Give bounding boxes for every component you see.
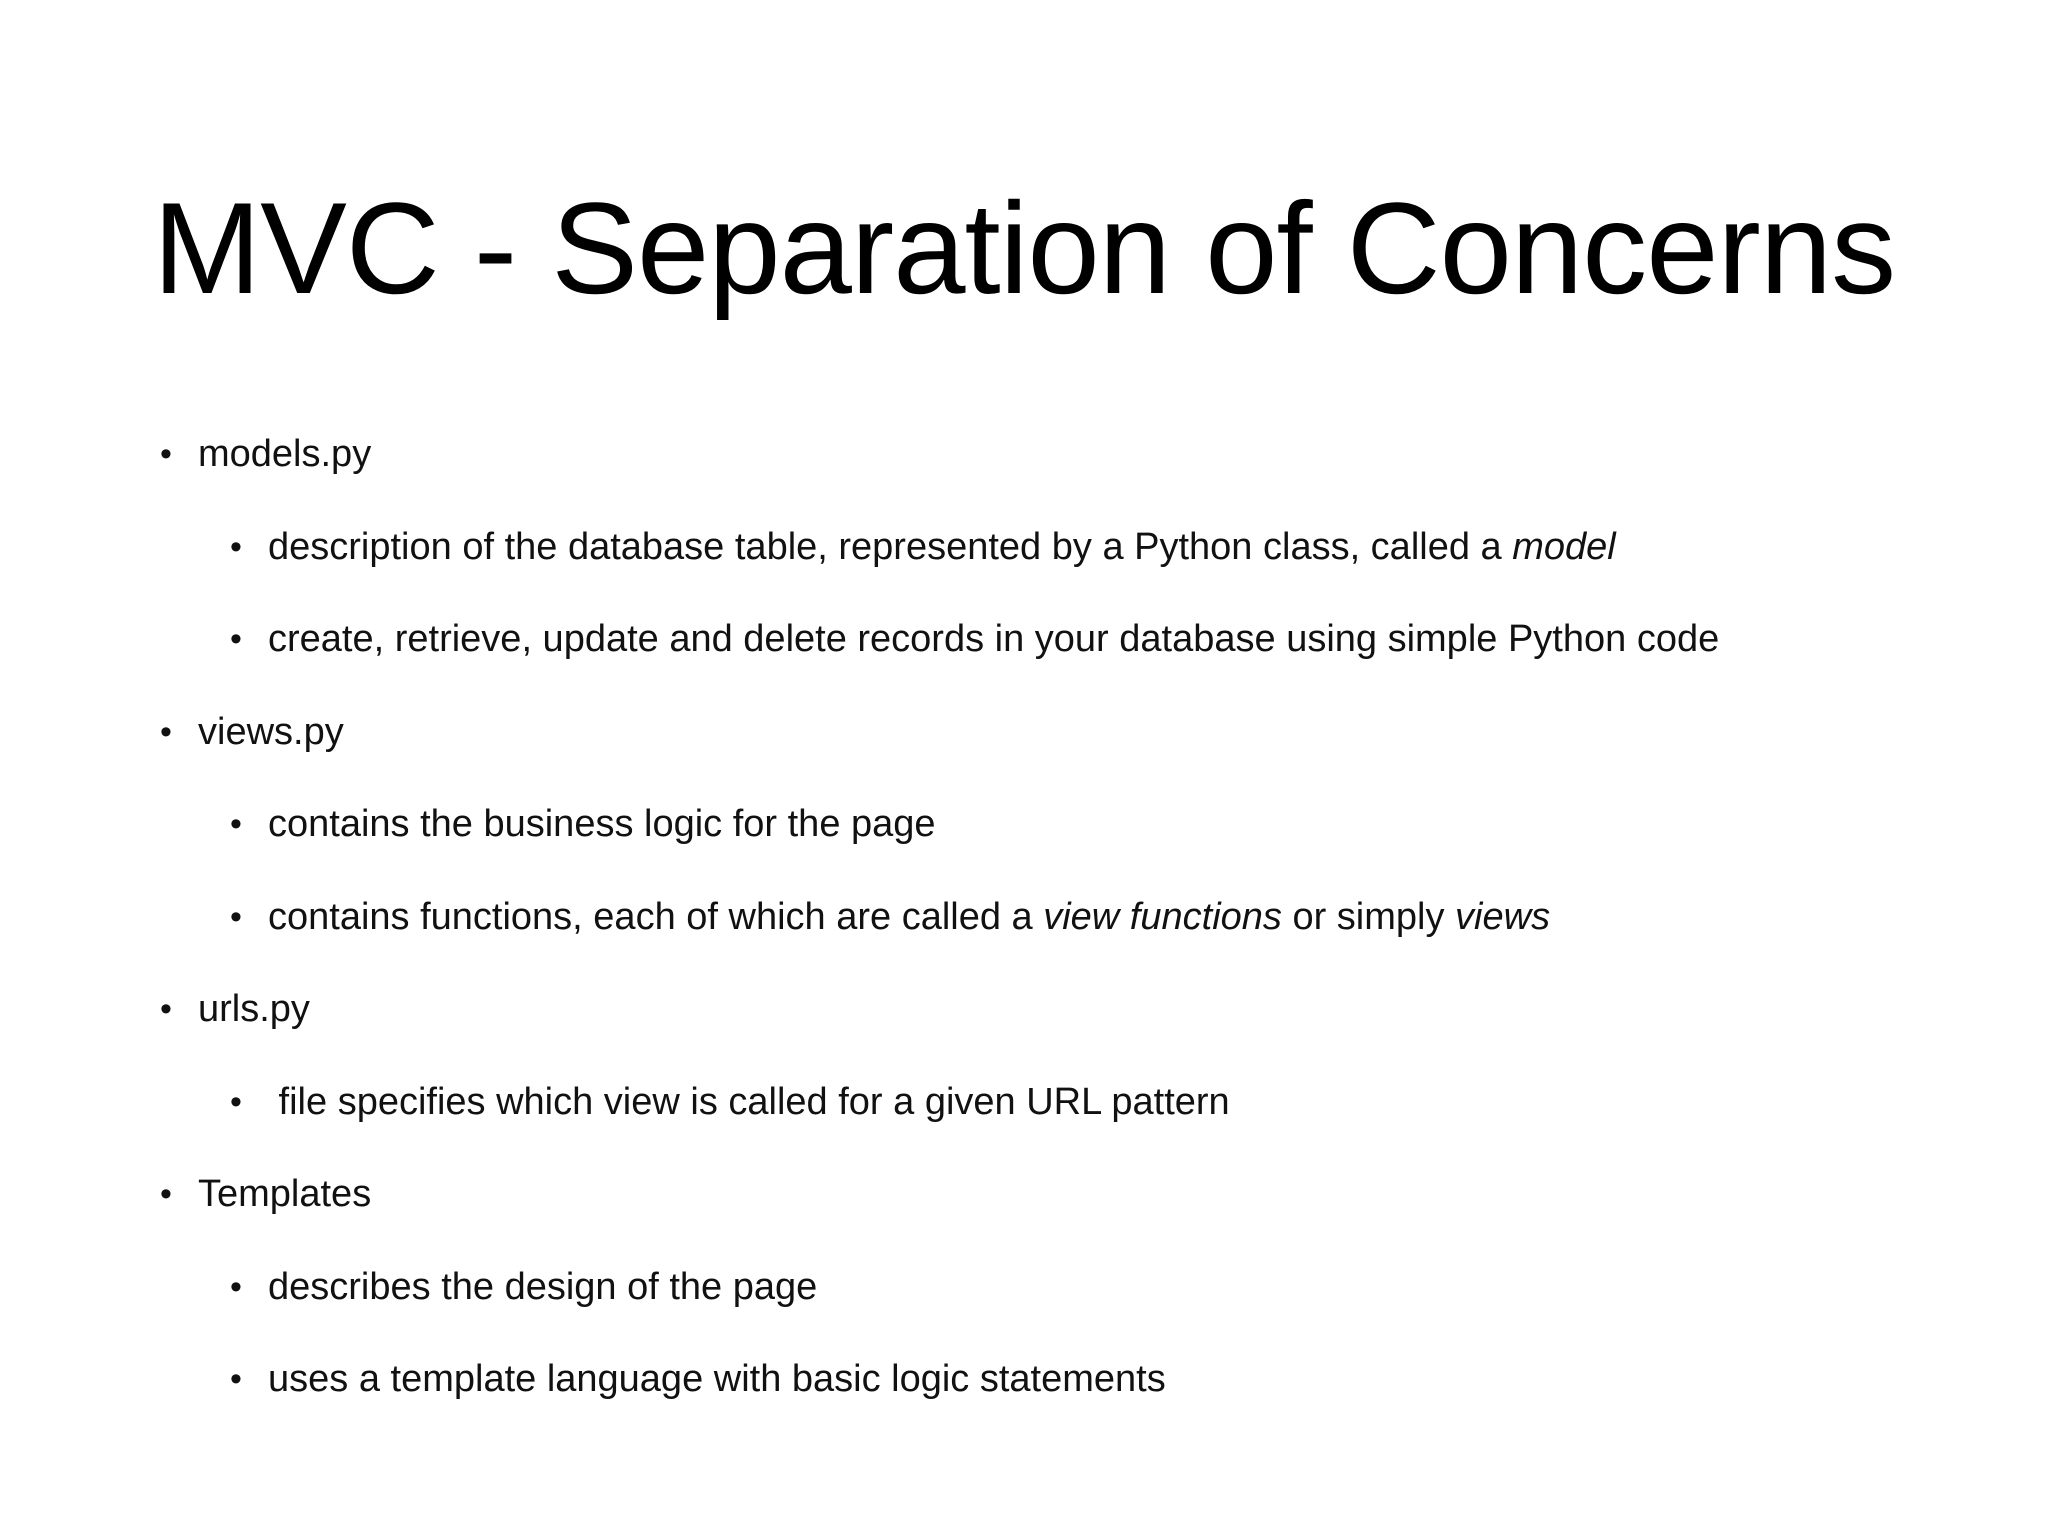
bullet-icon: • [230,1268,242,1306]
bullet-text: contains functions, each of which are called a [268,896,1044,938]
bullet-icon: • [230,620,242,658]
bullet-icon: • [230,528,242,566]
bullet-text: description of the database table, represented by a Python class, called a [268,526,1513,568]
bullet-models [160,430,372,478]
bullet-text-emphasis: views [1455,896,1551,938]
bullet-icon: • [230,898,242,936]
bullet-text: describes the design of the page [268,1266,818,1308]
bullet-views-business-logic [230,800,936,848]
bullet-text: Templates [198,1173,372,1215]
bullet-text: uses a template language with basic logic statements [268,1358,1166,1400]
bullet-icon: • [230,1083,242,1121]
bullet-views-functions [230,893,1551,941]
bullet-templates-language [230,1355,1166,1403]
bullet-icon: • [160,435,172,473]
bullet-templates [160,1170,372,1218]
bullet-text: contains the business logic for the page [268,803,936,845]
bullet-text-emphasis: view functions [1043,896,1282,938]
bullet-icon: • [230,805,242,843]
bullet-text: create, retrieve, update and delete records in your database using simple Python code [268,618,1720,660]
bullet-text-emphasis: model [1512,526,1616,568]
bullet-icon: • [160,713,172,751]
bullet-text: models.py [198,433,372,475]
bullet-icon: • [160,990,172,1028]
bullet-views [160,708,344,756]
bullet-icon: • [230,1360,242,1398]
bullet-text: views.py [198,711,344,753]
bullet-models-crud [230,615,1720,663]
bullet-text: file specifies which view is called for a given URL pattern [268,1081,1230,1123]
bullet-models-description [230,523,1616,571]
bullet-text: urls.py [198,988,310,1030]
slide-title: MVC - Separation of Concerns [152,175,1896,321]
bullet-icon: • [160,1175,172,1213]
bullet-urls [160,985,310,1033]
bullet-urls-pattern [230,1078,1230,1126]
bullet-templates-design [230,1263,818,1311]
bullet-text: or simply [1281,896,1456,938]
